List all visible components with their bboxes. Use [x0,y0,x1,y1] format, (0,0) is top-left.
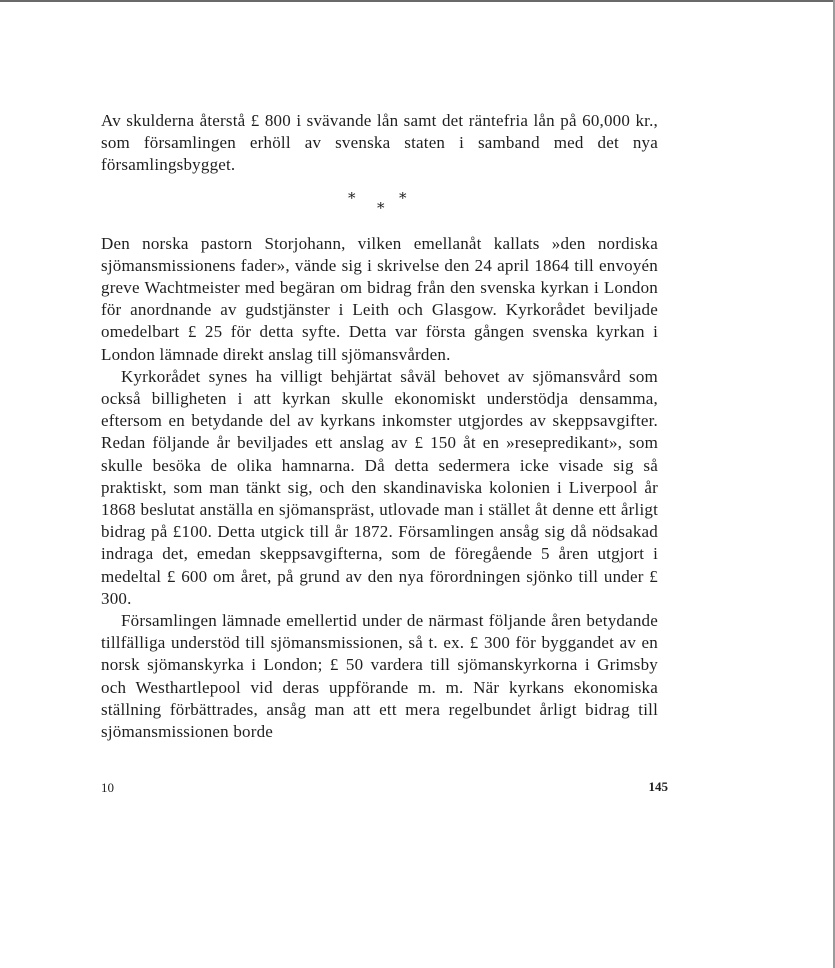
printer-signature-mark: 10 [101,780,114,795]
asterism-star-right: * [399,188,407,207]
asterism-star-left: * [348,188,356,207]
paragraph-forsamlingen: Församlingen lämnade emellertid under de närmast följande åren betydande tillfälliga understöd till sjömansmissionen, så t. ex. £ 300 för byggandet av en norsk sjömanskyrka i London; £ 50 vardera till sjömanskyrkorna i Grimsby och Westhartlepool vid deras uppförande m. m. När kyrkans ekonomiska ställning förbättrades, ansåg man att ett mera regelbundet årligt bidrag till sjömansmissionen borde [101,611,658,742]
paragraph-kyrkoradet: Kyrkorådet synes ha villigt behjärtat såväl behovet av sjömansvård som också billigheten i att kyrkan skulle ekonomiskt understödja densamma, eftersom en betydande del av kyrkans inkomster utgjordes av skeppsavgifter. Redan följande år beviljades ett anslag av £ 150 åt en »resepredikant», som skulle besöka de olika hamnarna. Då detta sedermera icke visade sig så praktiskt, som man tänkt sig, och den skandinaviska kolonien i Liverpool år 1868 beslutat anställa en sjömanspräst, utlovade man i stället åt denne ett årligt bidrag på £100. Detta utgick till år 1872. Församlingen ansåg sig då nödsakad indraga det, emedan skeppsavgifterna, som de föregående 5 åren utgjort i medeltal £ 600 om året, på grund av den nya förordningen sjönko till under £ 300. [101,366,658,608]
scan-edge-top [0,0,835,2]
body-text [101,110,658,743]
section-break-asterism [101,177,658,233]
page-footer [101,779,668,799]
page-number: 145 [648,779,668,794]
paragraph-storjohann: Den norska pastorn Storjohann, vilken emellanåt kallats »den nordiska sjömansmissionens fader», vände sig i skrivelse den 24 april 1864 till envoyén greve Wachtmeister med begäran om bidrag från den svenska kyrkan i London för anordnande av gudstjänster i Leith och Glasgow. Kyrkorådet beviljade omedelbart £ 25 för detta syfte. Detta var första gången svenska kyrkan i London lämnade direkt anslag till sjömansvården. [101,233,658,364]
asterism-star-middle: * [377,198,385,217]
paragraph-debt: Av skulderna återstå £ 800 i svävande lån samt det räntefria lån på 60,000 kr., som församlingen erhöll av svenska staten i samband med det nya församlingsbygget. [101,111,658,175]
